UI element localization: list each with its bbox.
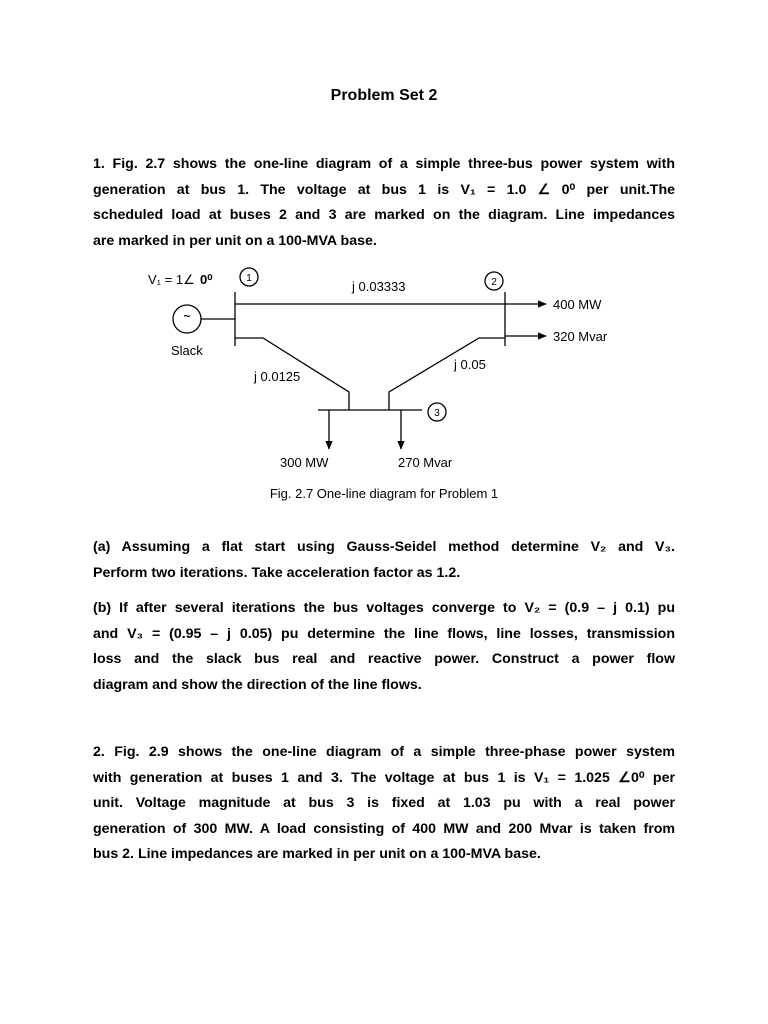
problem-2-text bbox=[93, 740, 675, 868]
line-2-3 bbox=[389, 338, 505, 410]
page-title: Problem Set 2 bbox=[330, 87, 438, 104]
load-3-p-label: 300 MW bbox=[280, 455, 329, 470]
line-1-3-impedance: j 0.0125 bbox=[254, 369, 301, 384]
problem-2-line: unit. Voltage magnitude at bus 3 is fixed at 1.03 pu with a real power bbox=[93, 795, 675, 811]
problem-1-line: scheduled load at buses 2 and 3 are marked on the diagram. Line impedances bbox=[93, 207, 675, 223]
load-2-q-label: 320 Mvar bbox=[553, 329, 608, 344]
figure-caption: Fig. 2.7 One-line diagram for Problem 1 bbox=[269, 486, 499, 501]
problem-1-line: 1. Fig. 2.7 shows the one-line diagram of a simple three-bus power system with bbox=[93, 156, 675, 172]
v1-label: V₁ = 1∠ bbox=[148, 272, 195, 287]
part-b-text bbox=[93, 596, 675, 698]
problem-2-line: with generation at buses 1 and 3. The voltage at bus 1 is V₁ = 1.025 ∠0⁰ per bbox=[93, 769, 675, 786]
v1-angle: 0⁰ bbox=[200, 272, 213, 287]
load-2-p-label: 400 MW bbox=[553, 297, 602, 312]
problem-2-line: 2. Fig. 2.9 shows the one-line diagram of a simple three-phase power system bbox=[93, 744, 675, 760]
generator-symbol: ~ bbox=[183, 309, 191, 323]
bus-2-number: 2 bbox=[491, 277, 497, 288]
bus-3-number: 3 bbox=[434, 408, 440, 419]
part-b-line: and V₃ = (0.95 – j 0.05) pu determine the line flows, line losses, transmission bbox=[93, 625, 675, 642]
problem-1-line: are marked in per unit on a 100-MVA base. bbox=[93, 232, 377, 249]
part-b-line: (b) If after several iterations the bus voltages converge to V₂ = (0.9 – j 0.1) pu bbox=[93, 600, 675, 616]
part-a-line: (a) Assuming a flat start using Gauss-Seidel method determine V₂ and V₃. bbox=[93, 539, 675, 555]
problem-2-line: generation of 300 MW. A load consisting of 400 MW and 200 Mvar is taken from bbox=[93, 820, 675, 837]
problem-1-line: generation at bus 1. The voltage at bus 1 is V₁ = 1.0 ∠ 0⁰ per unit.The bbox=[93, 181, 675, 198]
slack-label: Slack bbox=[171, 343, 203, 358]
part-a-text bbox=[93, 535, 675, 586]
line-1-2-impedance: j 0.03333 bbox=[352, 279, 406, 294]
problem-1-text bbox=[93, 152, 675, 254]
load-3-q-label: 270 Mvar bbox=[398, 455, 453, 470]
one-line-diagram bbox=[0, 262, 768, 482]
problem-2-line: bus 2. Line impedances are marked in per unit on a 100-MVA base. bbox=[93, 846, 541, 862]
bus-1-number: 1 bbox=[246, 273, 252, 284]
part-a-line: Perform two iterations. Take acceleration factor as 1.2. bbox=[93, 564, 461, 581]
line-2-3-impedance: j 0.05 bbox=[454, 357, 486, 372]
part-b-line: diagram and show the direction of the line flows. bbox=[93, 676, 422, 693]
part-b-line: loss and the slack bus real and reactive power. Construct a power flow bbox=[93, 651, 675, 667]
